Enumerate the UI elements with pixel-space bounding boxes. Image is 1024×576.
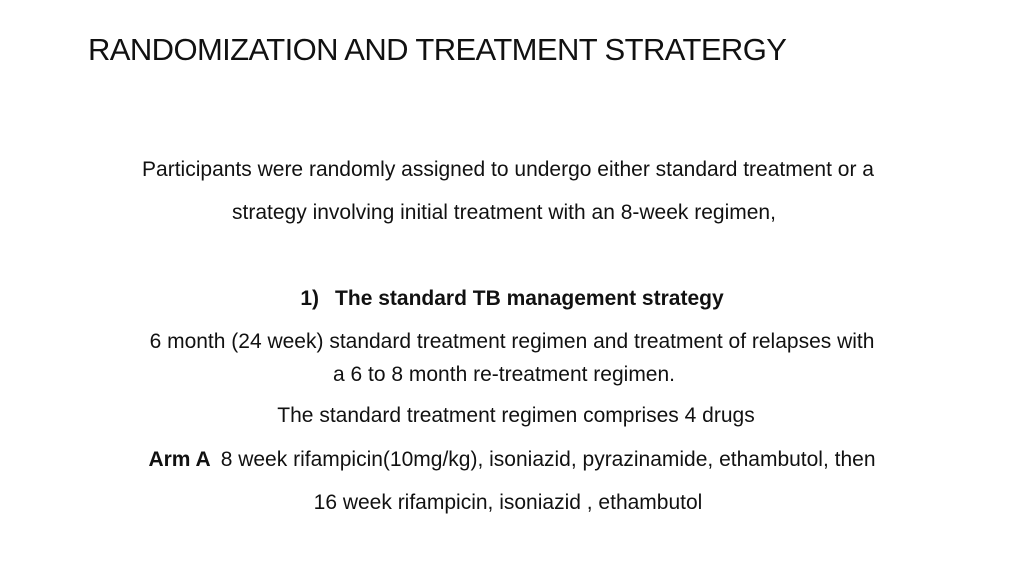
drugs-line: The standard treatment regimen comprises 4 drugs <box>277 404 755 427</box>
section-heading-text: The standard TB management strategy <box>335 287 724 310</box>
slide-title: RANDOMIZATION AND TREATMENT STRATERGY <box>88 32 787 67</box>
section-number: 1) <box>300 287 320 310</box>
arm-a-text: 8 week rifampicin(10mg/kg), isoniazid, pyrazinamide, ethambutol, then <box>220 448 876 471</box>
arm-a-label: Arm A <box>148 448 211 471</box>
arm-a-line-1 <box>0 446 1024 474</box>
regimen-line-2: a 6 to 8 month re-treatment regimen. <box>333 363 675 386</box>
regimen-line-1: 6 month (24 week) standard treatment regimen and treatment of relapses with <box>149 330 875 353</box>
intro-line-1: Participants were randomly assigned to undergo either standard treatment or a <box>142 158 874 181</box>
intro-line-2: strategy involving initial treatment with an 8-week regimen, <box>232 201 776 224</box>
arm-a-line-2: 16 week rifampicin, isoniazid , ethambutol <box>313 491 703 514</box>
section-heading <box>0 285 1024 313</box>
